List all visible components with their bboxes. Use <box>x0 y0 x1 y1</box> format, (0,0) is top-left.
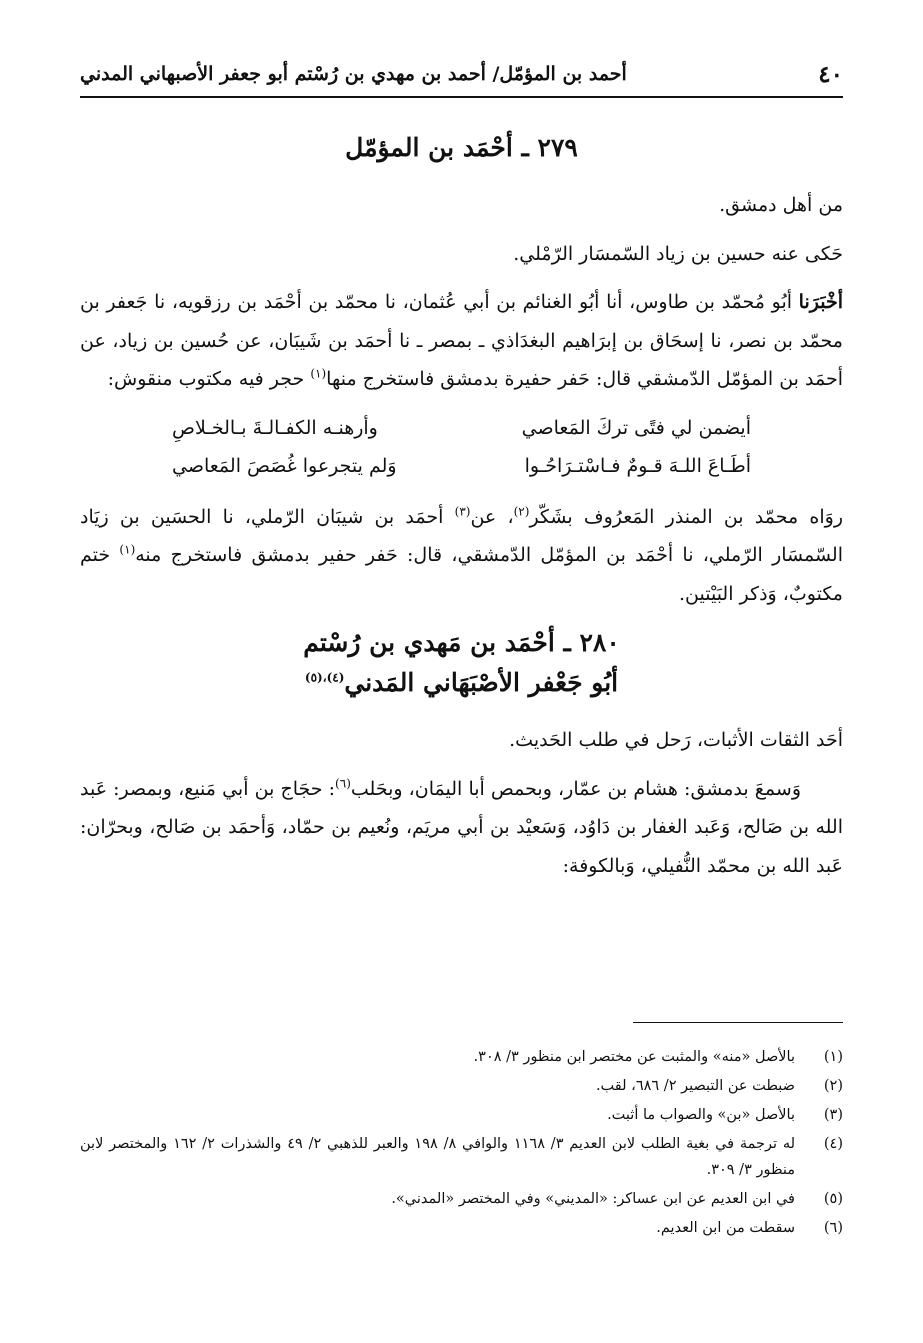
footnote-ref-1[interactable]: (١) <box>310 366 327 381</box>
footnote: (٢) ضبطت عن التبصير ٢/ ٦٨٦، لقب. <box>595 1078 843 1094</box>
page-header <box>80 52 843 98</box>
poem-line <box>80 447 843 486</box>
footnote: (٦) سقطت من ابن العديم. <box>656 1220 843 1236</box>
poem-hemistich-right: أيضمن لي فتًى تركَ المَعاصي <box>521 416 751 439</box>
footnote-ref-6[interactable]: (٦) <box>335 776 351 791</box>
entry-280-title-line2: أبُو جَعْفر الأصْبَهَاني المَدني$^{(٤)،(٥)}$ <box>304 668 619 697</box>
footnotes <box>80 1044 843 1244</box>
entry-280-description: أحَد الثقات الأثبات، رَحل في طلب الحَديث. <box>509 729 843 751</box>
footnote-ref-2[interactable]: (٢) <box>513 504 530 519</box>
footnote: (٤) له ترجمة في بغية الطلب لابن العديم ٣/ ١١٦٨ والوافي ٨/ ١٩٨ والعبر للذهبي ٢/ ٤٩ والشذرات ٢/ ١٦٢ والمختصر لابن منظور ٣/ ٣٠٩. <box>80 1136 843 1178</box>
entry-279-isnad: أخْبَرَنا أبُو مُحمّد بن طاوس، أنا أبُو الغنائم بن أبي عُثمان، نا محمّد بن أحْمَد بن رزقويه، نا جَعفر بن محمّد بن نصر، نا إسحَاق بن إبرَاهيم البغدَاذي ـ بمصر ـ نا أحمَد بن شَيبَان، عن حُسين بن زياد، عن أحمَد بن المؤمّل الدّمشقي قال: حَفر حفيرة بدمشق فاستخرج منها$^{(١)}$ حجر فيه مكتوب منقوش: <box>80 291 843 390</box>
entry-280-title <box>80 623 843 703</box>
poem-line <box>80 409 843 448</box>
poem-hemistich-left: وأرهنـه الكفـالـةَ بـالخـلاصِ <box>172 416 378 439</box>
entry-280-title-line1: ٢٨٠ ـ أحْمَد بن مَهدي بن رُسْتم <box>303 628 620 657</box>
footnote-ref-3[interactable]: (٣) <box>454 504 471 519</box>
poem-hemistich-right: أطَـاعَ اللـهَ قـومٌ فـاسْتـرَاحُـوا <box>524 455 751 477</box>
entry-279-title: ٢٧٩ ـ أحْمَد بن المؤمّل <box>345 133 578 162</box>
footnote-divider <box>633 1022 843 1023</box>
entry-280-teachers: وَسمعَ بدمشق: هشام بن عمّار، وبحمص أبا اليمَان، وبحَلب$^{(٦)}$: حجَاج بن أبي مَنيع، وبمصر: عَبد الله بن صَالح، وَعَبد الغفار بن دَاوُد، وَسَعيْد بن أبي مريَم، ونُعيم بن حمّاد، وَأحمَد بن صَالح، وبحرّان: عَبد الله بن محمّد النُّفيلي، وَبالكوفة: <box>80 776 843 877</box>
footnote: (٣) بالأصل «بن» والصواب ما أثبت. <box>607 1107 843 1123</box>
footnote: (١) بالأصل «منه» والمثبت عن مختصر ابن منظور ٣/ ٣٠٨. <box>473 1049 843 1065</box>
entry-279-narrator: حَكى عنه حسين بن زياد السّمسَار الرّمْلي. <box>513 242 843 265</box>
main-text <box>80 118 843 895</box>
entry-279-origin: من أهل دمشق. <box>719 194 843 216</box>
footnote: (٥) في ابن العديم عن ابن عساكر: «المديني» وفي المختصر «المدني». <box>391 1191 843 1207</box>
page-number: ٤٠ <box>818 60 843 88</box>
footnote-ref-4-5[interactable]: (٤)،(٥) <box>304 670 345 685</box>
entry-279-riwaya: روَاه محمّد بن المنذر المَعرُوف بشَكّر$^{(٢)}$، عن$^{(٣)}$ أحمَد بن شيبَان الرّملي، نا الحسَين بن زيَاد السّمسَار الرّملي، نا أحْمَد بن المؤمّل الدّمشقي، قال: حَفر حفير بدمشق فاستخرج منه$^{(١)}$ ختم مكتوبٌ، وَذكر البَيْتين. <box>80 504 843 605</box>
footnote-ref-1[interactable]: (١) <box>119 542 136 557</box>
akhbarana-word: أخْبَرَنا <box>798 291 843 313</box>
running-title: أحمد بن المؤمّل/ أحمد بن مهدي بن رُسْتم أبو جعفر الأصبهاني المدني <box>80 63 627 85</box>
poem <box>80 409 843 486</box>
poem-hemistich-left: وَلم يتجرعوا غُصَصَ المَعاصي <box>172 455 397 477</box>
